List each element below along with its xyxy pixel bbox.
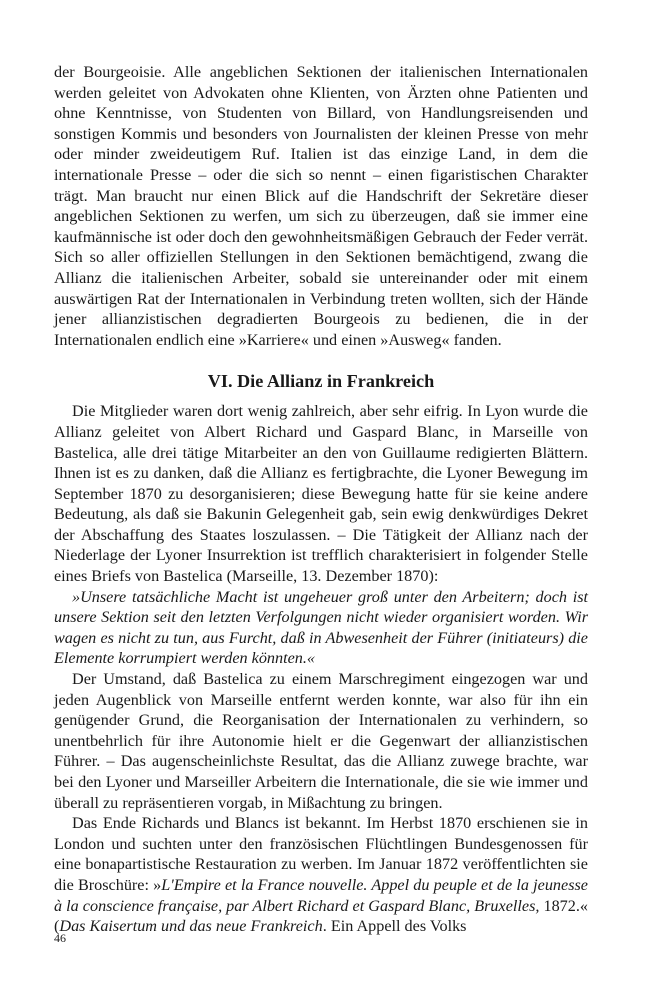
quote-bastelica-letter: »Unsere tatsächliche Macht ist ungeheuer groß unter den Arbeitern; doch ist unsere Sektion seit den letzten Verfolgungen nicht wieder organisiert worden. Wir wagen es nicht zu tun, aus Furcht, daß in Abwesenheit der Führer (initiateurs) die Elemente korrumpiert werden könnten.« xyxy=(54,587,588,668)
brochure-translation: Das Kaisertum und das neue Frankreich xyxy=(59,917,323,936)
paragraph-richard-blanc-end: . Ein Appell des Volks xyxy=(322,917,467,936)
paragraph-richard-blanc-start: Das Ende Richards und Blancs ist bekannt. Im Herbst 1870 erschienen sie in London und suchten unter den französischen Flüchtlingen Bundesgenossen für eine bonapartistische Restauration zu werben. Im Januar 1872 veröffentlichten sie die Broschüre: » xyxy=(54,814,588,894)
paragraph-richard-blanc xyxy=(54,813,588,937)
paragraph-allianz-italien: der Bourgeoisie. Alle angeblichen Sektionen der italienischen Internationalen werden geleitet von Advokaten ohne Klienten, von Ärzten ohne Patienten und ohne Kenntnisse, von Studenten von Billard, von Handlungsreisenden und sonstigen Kommis und besonders von Journalisten der kleinen Presse von mehr oder minder zweideutigem Ruf. Italien ist das einzige Land, in dem die internationale Presse – oder die sich so nennt – einen figaristischen Charakter trägt. Man braucht nur einen Blick auf die Handschrift der Sekretäre dieser angeblichen Sektionen zu werfen, um sich zu überzeugen, daß sie immer eine kaufmännische ist oder doch den gewohnheitsmäßigen Gebrauch der Feder verrät. Sich so aller offiziellen Stellungen in den Sektionen bemächtigend, zwang die Allianz die italienischen Arbeiter, sobald sie untereinander oder mit einem auswärtigen Rat der Internationalen in Verbindung treten wollten, sich der Hände jener allianzistischen degradierten Bourgeois zu bedienen, die in der Internationalen endlich eine »Karriere« und einen »Ausweg« fanden. xyxy=(54,63,588,349)
paragraph-richard-blanc-mid: 1872.« ( xyxy=(54,896,588,936)
paragraph-bastelica-marschregiment: Der Umstand, daß Bastelica zu einem Marschregiment eingezogen war und jeden Augenblick von Marseille entfernt werden konnte, war also für ihn ein genügender Grund, die Reorganisation der Internationalen zu verhindern, so unentbehrlich für ihre Autonomie hielt er die Gegenwart der allianzistischen Führer. – Das augenscheinlichste Resultat, das die Allianz zuwege brachte, war bei den Lyoner und Marseiller Arbeitern die Internationale, die sie wie immer und überall zu repräsentieren vorgab, in Mißachtung zu bringen. xyxy=(54,670,588,812)
page-text-block xyxy=(54,62,588,937)
page-number: 46 xyxy=(54,931,66,945)
paragraph-allianz-frankreich: Die Mitglieder waren dort wenig zahlreich, aber sehr eifrig. In Lyon wurde die Allianz geleitet von Albert Richard und Gaspard Blanc, in Marseille von Bastelica, alle drei tätige Mitarbeiter an den von Guillaume redigierten Blättern. Ihnen ist es zu danken, daß die Allianz es fertigbrachte, die Lyoner Bewegung im September 1870 zu desorganisieren; diese Bewegung hatte für sie keine andere Bedeutung, als daß sie Bakunin Gelegenheit gab, sein ewig denkwürdiges Dekret der Abschaffung des Staates loszulassen. – Die Tätigkeit der Allianz nach der Niederlage der Lyoner Insurrektion ist trefflich charakterisiert in folgender Stelle eines Briefs von Bastelica (Marseille, 13. Dezember 1870): xyxy=(54,402,588,586)
section-heading: VI. Die Allianz in Frankreich xyxy=(207,371,435,392)
brochure-title: L'Empire et la France nouvelle. Appel du peuple et de la jeunesse à la conscience française, par Albert Richard et Gaspard Blanc, Bruxelles, xyxy=(54,875,588,915)
